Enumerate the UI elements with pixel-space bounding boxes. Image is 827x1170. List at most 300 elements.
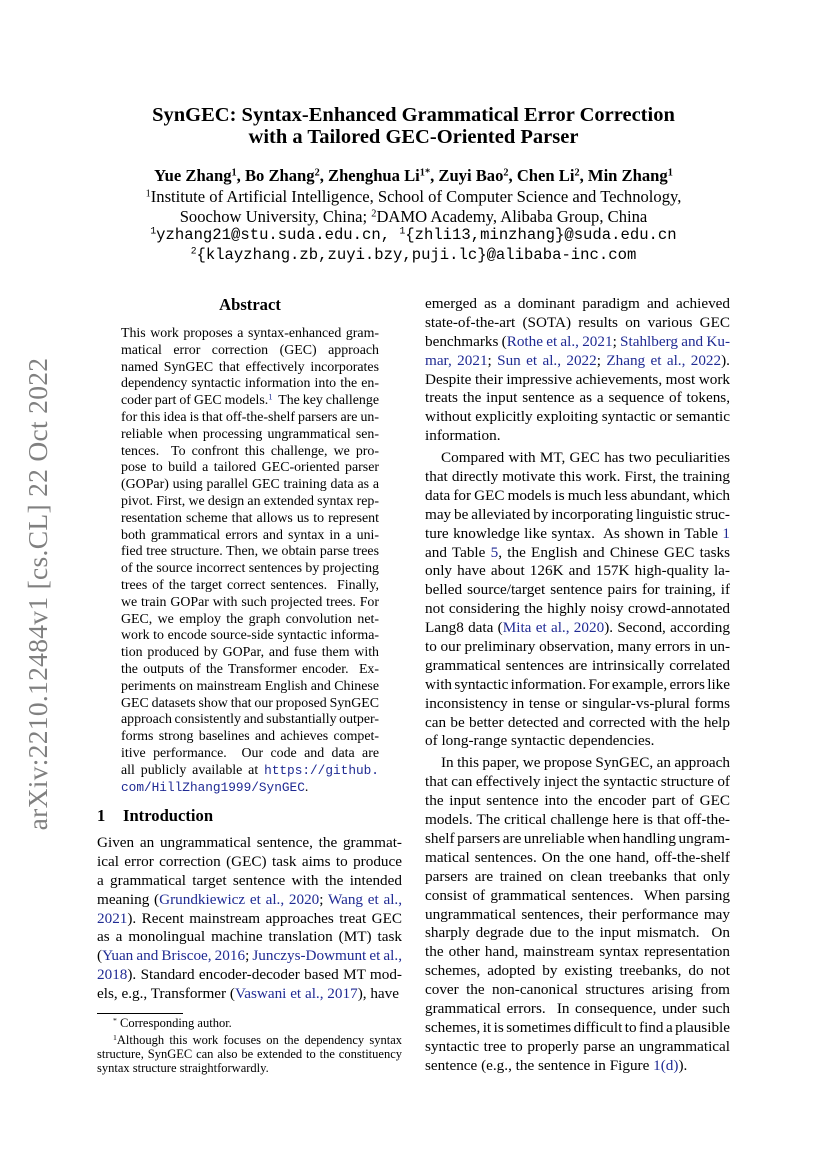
text-line-content [425,619,730,636]
text-line [425,695,730,714]
text-run: cover the non-canonical structures arising from [425,981,730,999]
text-run: ungrammatical sentences, their performance may [425,905,730,923]
text-line [425,849,730,868]
text-line [121,427,379,444]
text-line [121,595,379,612]
text-run: can be better detected and corrected with the help [425,713,730,731]
text-run: Institute of Artificial Intelligence, School of Computer Science and Technology, [150,187,682,206]
text-line [425,924,730,943]
text-line [121,528,379,545]
text-run: data for GEC models is much less abundant, which [425,486,730,504]
text-line-content [121,528,379,543]
text-line-content [121,326,379,341]
text-line [121,712,379,729]
text-line-content [425,487,730,504]
text-run: , Zuyi Bao [430,166,504,185]
text-run: grammatical sentences are intrinsically correlated [425,656,730,674]
text-run: GEC datasets show that our proposed SynGEC [121,695,379,711]
text-line-content [97,1033,402,1047]
text-run: , Zhenghua Li [319,166,420,185]
text-run: DAMO Academy, Alibaba Group, China [376,206,648,226]
text-line [425,352,730,371]
text-line-content [121,746,379,761]
citation-link[interactable]: 2018 [97,966,128,984]
text-line-content [121,729,379,744]
text-line [97,1061,402,1075]
citation-link[interactable]: Rothe et al., 2021 [506,332,613,350]
text-line [425,906,730,925]
citation-link[interactable]: 1(d) [653,1056,679,1074]
text-line [425,371,730,390]
text-line [121,360,379,377]
text-run: shelf parsers are unreliable when handling ungram- [425,829,730,847]
text-line [425,389,730,408]
text-line-content [425,314,730,331]
text-line-content [121,662,379,677]
text-run: Lang8 data ( [425,619,503,637]
text-run: ). [678,1056,688,1074]
text-line-content [425,506,730,523]
text-line [425,638,730,657]
text-line [121,729,379,746]
superscript-marker: 1 [231,167,237,179]
citation-link[interactable]: mar, 2021 [425,351,488,369]
text-run: pivot. First, we design an extended syntax rep- [121,493,379,509]
text-run: The key challenge [272,393,379,409]
arxiv-identifier-stamp: arXiv:2210.12484v1 [cs.CL] 22 Oct 2022 [22,357,53,831]
text-line [121,662,379,679]
text-line [425,333,730,352]
text-line [121,326,379,343]
text-line-content [97,1061,269,1075]
abstract-body [121,326,379,796]
text-line [425,295,730,314]
authors-line [40,166,787,186]
text-run: ). [721,351,730,369]
paragraph [121,326,379,796]
section-number: 1 [97,806,106,825]
superscript-marker: * [113,1016,117,1025]
title-line: SynGEC: Syntax-Enhanced Grammatical Error Correction [152,104,675,126]
text-line [121,645,379,662]
text-run: yzhang21@stu.suda.edu.cn, [156,226,400,244]
citation-link[interactable]: Mita et al., 2020 [502,619,605,637]
text-line-content [425,830,730,847]
citation-link[interactable]: Wang et al., [327,890,402,908]
text-line-content [121,595,379,610]
text-run: {klayzhang.zb,zuyi.bzy,puji.lc}@alibaba-inc.com [196,245,637,264]
text-line [425,868,730,887]
text-run: This work proposes a syntax-enhanced gram- [121,326,379,341]
text-run: sentence (e.g., the sentence in Figure [425,1056,654,1074]
section-heading-introduction [97,806,213,826]
text-line [121,612,379,629]
superscript-marker: 1* [419,167,431,179]
citation-link[interactable]: Vaswani et al., 2017 [234,985,358,1003]
text-run: (GOPar) using parallel GEC training data as a [121,477,379,493]
text-line [97,891,402,910]
text-line [425,962,730,981]
text-run: tences. To confront this challenge, we pro- [121,443,379,459]
text-line [121,376,379,393]
text-line [97,872,402,891]
text-line-content [425,468,730,485]
footnote-link[interactable]: 1 [268,393,273,402]
email-line [40,246,787,266]
text-line-content [121,780,308,795]
text-line-content [121,494,379,509]
text-line-content [97,966,402,983]
text-line [97,910,402,929]
author-list [40,166,787,186]
text-run: that directly motivate this work. First, the training [425,468,730,486]
text-line [121,410,379,427]
text-line [425,887,730,906]
text-line-content [425,943,730,960]
text-line-content [425,333,730,350]
text-run: approach consistently and substantially outper- [121,712,379,728]
text-run: fied tree structure. Then, we obtain parse trees [121,544,379,560]
citation-link[interactable]: Sun et al., 2022 [497,351,597,369]
superscript-marker: 1 [113,1033,117,1042]
affiliation-line [40,207,787,227]
superscript-marker: 2 [314,167,320,179]
text-run: ; [245,947,253,965]
text-line-content [425,1000,730,1017]
text-run: coder part of GEC models. [121,393,269,409]
text-run: ; [612,332,621,350]
text-line [425,487,730,506]
text-line-content [121,410,379,425]
paragraph [97,834,402,1004]
text-run: ture knowledge like syntax. As shown in Table [425,524,723,542]
text-line-content [425,676,730,693]
text-line [425,525,730,544]
text-run: only have about 126K and 157K high-quality la- [425,562,730,580]
text-line-content [425,638,730,655]
text-run: GEC, we employ the graph convolution net- [121,611,379,627]
title-line: with a Tailored GEC-Oriented Parser [248,126,579,148]
text-line-content [97,853,402,870]
text-line-content [97,834,402,851]
text-line-content [425,754,730,771]
text-line [425,657,730,676]
text-line [425,1019,730,1038]
text-run: not considering the highly noisy crowd-annotated [425,600,730,618]
section-title: Introduction [123,806,214,825]
superscript-marker: 2 [371,207,377,219]
superscript-marker: 2 [574,167,580,179]
text-line [121,343,379,360]
text-line [121,511,379,528]
text-line [97,834,402,853]
text-line-content [97,910,402,927]
text-line-content [425,695,730,712]
text-run: , Bo Zhang [236,166,315,185]
url-link[interactable]: com/HillZhang1999/SynGEC [121,779,305,795]
author-emails [40,226,787,265]
text-run: In this paper, we propose SynGEC, an approach [441,754,730,772]
text-line-content [121,763,379,778]
text-run: ), have [357,985,400,1003]
text-line-content [425,600,730,617]
text-run: meaning ( [97,890,160,908]
text-line [425,468,730,487]
text-line-content [425,581,730,598]
text-line-content [425,408,730,425]
text-line-content [121,444,379,459]
text-run: grammatical errors. In consequence, under such [425,999,730,1017]
text-run: ical error correction (GEC) task aims to produce [97,852,402,870]
text-run: both grammatical errors and syntax in a uni- [121,527,379,543]
text-line [121,460,379,477]
text-line-content [121,477,379,492]
text-run: models. The critical challenge here is that off-the- [425,811,730,829]
text-line-content [425,906,730,923]
text-run: without explicitly exploiting syntactic or semantic [425,408,730,426]
citation-link[interactable]: 5 [490,543,499,561]
text-run: named SynGEC that effectively incorporates [121,359,379,375]
text-line-content [425,1057,687,1074]
text-run: and Table [425,543,491,561]
text-line-content [121,628,379,643]
text-run: . [304,779,309,795]
text-line-content [425,657,730,674]
abstract-heading: Abstract [219,295,281,314]
text-run: reliable when processing ungrammatical sen- [121,426,379,442]
text-run: itive performance. Our code and data are [121,745,379,761]
text-line-content [121,578,379,593]
text-line [121,763,379,780]
text-line-content [97,872,402,889]
text-line-content [425,849,730,866]
superscript-marker: 1 [399,225,406,237]
text-run: periments on mainstream English and Chinese [121,678,379,694]
superscript-marker: 1 [667,167,673,179]
text-line [425,581,730,600]
introduction-left-column [97,834,402,1004]
footnotes [97,1016,402,1075]
paragraph [97,1016,402,1030]
citation-link[interactable]: Stahlberg and Ku- [620,332,730,350]
text-line [425,544,730,563]
superscript-marker: 2 [190,245,197,257]
text-run: consist of grammatical sentences. When parsing [425,886,730,904]
text-run: forms strong baselines and achieves compet- [121,729,379,745]
text-run: with syntactic information. For example, errors like [425,675,730,693]
text-run: belled source/target sentence pairs for training, if [425,581,730,599]
text-line [97,853,402,872]
text-line [425,1057,730,1076]
text-line-content [121,376,379,391]
paper-title [60,104,767,148]
text-run: syntactic tree to properly parse an ungrammatical [425,1037,730,1055]
text-line [121,696,379,713]
text-line [121,494,379,511]
paragraph [425,449,730,751]
citation-link[interactable]: Yuan and Briscoe, 2016 [102,947,246,965]
text-line-content [121,696,379,711]
url-link[interactable]: https://github. [264,762,379,778]
affiliation-line [40,187,787,207]
text-line [425,714,730,733]
text-run: treats the input sentence as a sequence of tokens, [425,389,730,407]
footnote-divider [97,1013,183,1014]
text-line [121,393,379,410]
text-line [97,966,402,985]
text-line [97,1033,402,1047]
text-run: as a monolingual machine translation (MT) task [97,928,402,946]
superscript-marker: 1 [150,225,157,237]
text-run: schemes, adopted by existing treebanks, do not [425,962,730,980]
text-run: ). Standard encoder-decoder based MT mod- [127,966,402,984]
text-run: ). Recent mainstream approaches treat GEC [127,909,402,927]
text-line-content [121,427,379,442]
text-line [121,780,379,797]
text-line-content [121,679,379,694]
text-line-content [121,544,379,559]
text-line-content [425,389,730,406]
text-line-content [97,985,399,1002]
text-run: tion produced by GOPar, and fuse them with [121,645,379,661]
text-run: els, e.g., Transformer ( [97,985,235,1003]
text-run: to our preliminary observation, many errors in un- [425,638,730,656]
text-line-content [425,811,730,828]
text-line [425,1000,730,1019]
text-run: of long-range syntactic dependencies. [425,732,655,750]
text-line-content [425,868,730,885]
text-line [425,732,730,751]
text-line [121,578,379,595]
text-line [425,792,730,811]
text-line-content [425,962,730,979]
text-run: emerged as a dominant paradigm and achieved [425,295,730,312]
text-run: Yue Zhang [154,166,232,185]
text-run: for this idea is that off-the-shelf parsers are un- [121,409,379,425]
text-line-content [121,511,379,526]
text-line-content [121,561,379,576]
text-run: Given an ungrammatical sentence, the grammat- [97,834,402,851]
text-line [425,811,730,830]
text-run: benchmarks ( [425,332,507,350]
text-run: matical sentences. On the one hand, off-the-shelf [425,848,730,866]
text-line-content [121,612,379,627]
text-line [425,600,730,619]
text-line [425,943,730,962]
text-run: structure, SynGEC can also be extended to the constituency [97,1047,402,1061]
text-line-content [121,460,379,475]
text-line-content [425,773,730,790]
text-run: Corresponding author. [116,1016,232,1030]
text-line [97,1016,402,1030]
text-run: ( [97,947,103,965]
text-line [425,619,730,638]
text-run: schemes, it is sometimes difficult to find a plausible [425,1018,730,1036]
text-run: all publicly available at [121,762,265,778]
superscript-marker: 1 [145,188,151,200]
text-line-content [425,544,730,561]
citation-link[interactable]: 1 [722,524,730,542]
text-line [97,1047,402,1061]
text-line-content [97,1016,232,1030]
text-run: Soochow University, China; [179,206,372,226]
text-run: work to encode source-side syntactic informa- [121,628,379,644]
text-line-content [425,295,730,312]
superscript-marker: 2 [503,167,509,179]
text-line [121,628,379,645]
text-line-content [425,981,730,998]
text-run: pose to build a tailored GEC-oriented parser [121,460,379,476]
text-line-content [425,371,730,388]
text-line [121,544,379,561]
text-line-content [121,393,379,408]
text-line-content [425,792,730,809]
citation-link[interactable]: Junczys-Dowmunt et al., [252,947,402,965]
text-run: a grammatical target sentence with the intended [97,871,402,889]
text-line [425,830,730,849]
text-run: , Min Zhang [579,166,668,185]
text-line [121,477,379,494]
text-run: the outputs of the Transformer encoder. Ex- [121,661,379,677]
citation-link[interactable]: 2021 [97,909,128,927]
text-line-content [97,947,402,964]
text-run: dependency syntactic information into the en- [121,376,379,392]
text-line-content [425,525,730,542]
text-line [97,928,402,947]
text-run: the other hand, mainstream syntax representation [425,943,730,961]
text-line [425,506,730,525]
text-line-content [425,427,501,444]
right-column-body [425,295,730,1076]
text-line-content [425,1019,730,1036]
text-line [121,444,379,461]
citation-link[interactable]: Zhang et al., 2022 [606,351,722,369]
citation-link[interactable]: Grundkiewicz et al., 2020 [159,890,320,908]
text-line-content [121,343,379,358]
text-line-content [425,714,730,731]
text-line-content [425,887,730,904]
text-line-content [121,360,379,375]
paragraph [97,1033,402,1075]
text-run: Compared with MT, GEC has two peculiarities [441,449,730,467]
text-line [121,679,379,696]
text-line [425,449,730,468]
text-run: matical error correction (GEC) approach [121,342,379,358]
text-line [425,562,730,581]
text-line [121,746,379,763]
text-line [425,773,730,792]
text-line-content [97,928,402,945]
text-line [425,427,730,446]
text-run: ; [319,890,328,908]
text-run: information. [425,427,501,445]
text-run: {zhli13,minzhang}@suda.edu.cn [405,226,677,244]
text-run: Despite their impressive achievements, most work [425,370,730,388]
text-line-content [97,891,402,908]
text-run: that can effectively inject the syntactic structure of [425,773,730,791]
text-run: we train GOPar with such projected trees. For [121,594,379,610]
paragraph [425,754,730,1075]
text-line [121,561,379,578]
text-line [425,314,730,333]
affiliations [40,187,787,226]
text-run: resentation scheme that allows us to represent [121,510,379,526]
text-run: of the source incorrect sentences by projecting [121,561,379,577]
text-line-content [425,449,730,466]
email-line [40,226,787,246]
paragraph [425,295,730,446]
text-line [425,408,730,427]
